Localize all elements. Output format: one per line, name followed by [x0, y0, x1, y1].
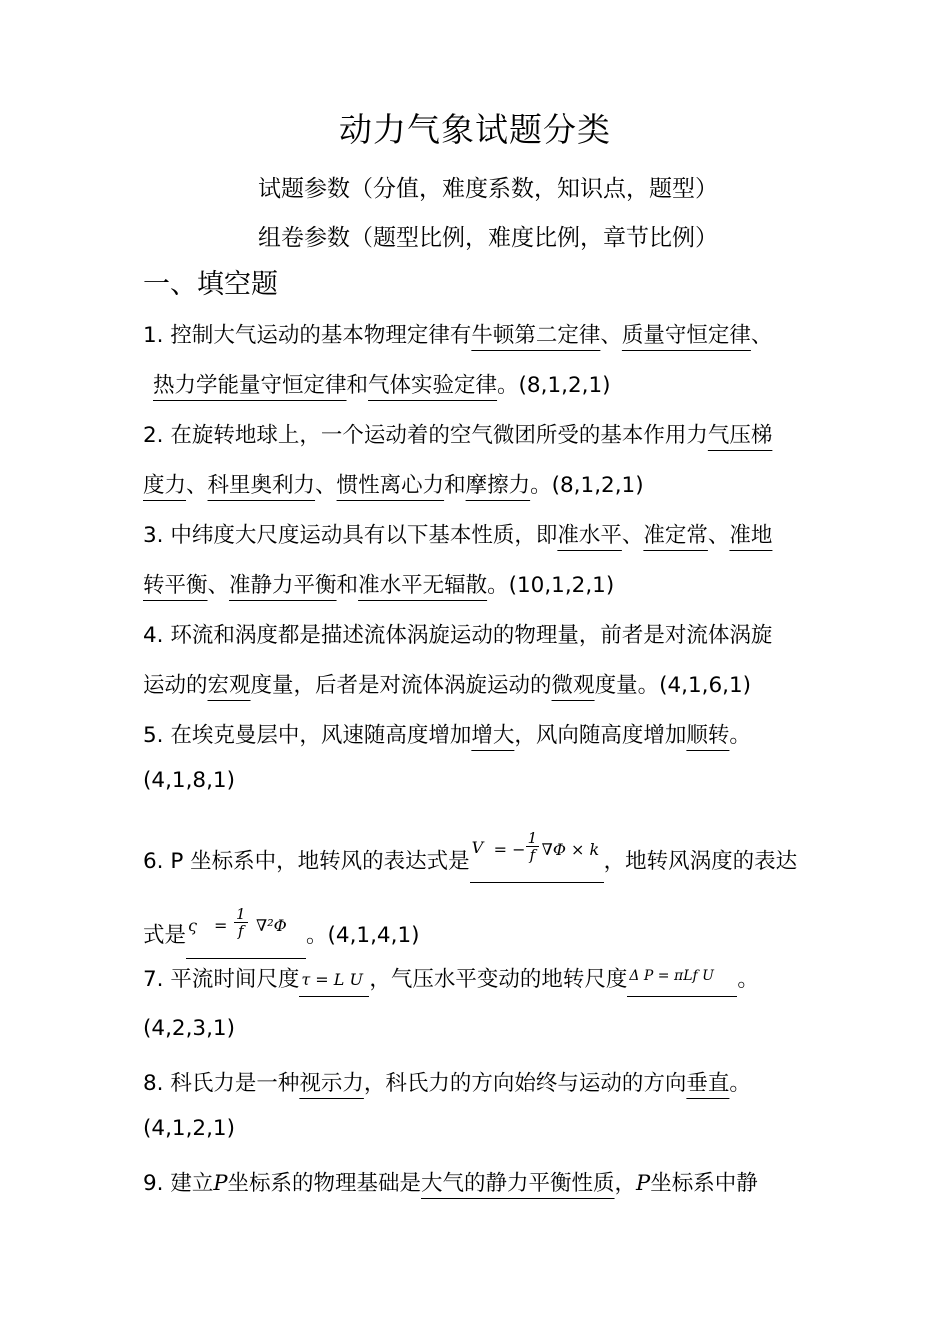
question-5-line-2: (4,1,8,1) — [143, 768, 235, 793]
answer-blank: 度力 — [143, 473, 187, 498]
question-8-line-2: (4,1,2,1) — [143, 1116, 235, 1141]
answer-blank: 准水平无辐散 — [358, 573, 488, 598]
question-5-line-1: 5. 在埃克曼层中，风速随高度增加增大，风向随高度增加顺转。 — [143, 723, 751, 748]
answer-blank: 科里奥利力 — [207, 473, 316, 498]
answer-blank: 气体实验定律 — [368, 373, 498, 398]
answer-blank: 转平衡 — [143, 573, 208, 598]
question-4-line-2: 运动的宏观度量，后者是对流体涡旋运动的微观度量。(4,1,6,1) — [143, 673, 752, 698]
formula-blank: τ = L U — [299, 966, 369, 997]
question-9-line-1: 9. 建立P坐标系的物理基础是大气的静力平衡性质，P坐标系中静 — [143, 1171, 758, 1196]
question-6-line-1: 6. P 坐标系中，地转风的表达式是 V = − $\frac{1}{f}$ ∇Φ × k ，地转风涡度的表达 — [143, 822, 797, 875]
answer-blank: 气压梯 — [707, 423, 773, 448]
answer-blank: 牛顿第二定律 — [471, 323, 601, 348]
formula-blank: V = − $\frac{1}{f}$ ∇Φ × k — [470, 830, 604, 883]
question-1-line-2: 热力学能量守恒定律和气体实验定律。(8,1,2,1) — [153, 373, 611, 398]
answer-blank: 微观 — [551, 673, 595, 698]
answer-blank: 质量守恒定律 — [621, 323, 751, 348]
formula-blank: ς = $\frac{1}{f}$ ∇²Φ — [186, 906, 306, 959]
question-1-line-1: 1. 控制大气运动的基本物理定律有牛顿第二定律、质量守恒定律、 — [143, 323, 773, 348]
section-heading: 一、填空题 — [143, 269, 278, 300]
answer-blank: 准定常 — [643, 523, 708, 548]
answer-blank: 增大 — [471, 723, 515, 748]
question-6-line-2: 式是 ς = $\frac{1}{f}$ ∇²Φ 。(4,1,4,1) — [143, 896, 420, 949]
answer-blank: 视示力 — [299, 1071, 364, 1096]
answer-blank: 准水平 — [557, 523, 622, 548]
question-8-line-1: 8. 科氏力是一种视示力，科氏力的方向始终与运动的方向垂直。 — [143, 1071, 751, 1096]
answer-blank: 宏观 — [207, 673, 251, 698]
question-2-line-2: 度力、科里奥利力、惯性离心力和摩擦力。(8,1,2,1) — [143, 473, 644, 498]
answer-blank: 准地 — [729, 523, 773, 548]
question-3-line-2: 转平衡、准静力平衡和准水平无辐散。(10,1,2,1) — [143, 573, 615, 598]
question-params: 试题参数（分值，难度系数，知识点，题型） — [258, 176, 718, 202]
paper-params: 组卷参数（题型比例，难度比例，章节比例） — [258, 225, 718, 251]
answer-blank: 大气的静力平衡性质 — [421, 1171, 615, 1196]
question-7-line-2: (4,2,3,1) — [143, 1016, 235, 1041]
answer-blank: 准静力平衡 — [229, 573, 337, 598]
page-title: 动力气象试题分类 — [339, 110, 611, 149]
question-2-line-1: 2. 在旋转地球上，一个运动着的空气微团所受的基本作用力气压梯 — [143, 423, 773, 448]
answer-blank: 惯性离心力 — [336, 473, 445, 498]
answer-blank: 垂直 — [686, 1071, 730, 1096]
answer-blank: 摩擦力 — [465, 473, 531, 498]
formula-blank: Δ P = πLf U — [627, 966, 737, 997]
question-4-line-1: 4. 环流和涡度都是描述流体涡旋运动的物理量，前者是对流体涡旋 — [143, 623, 773, 648]
answer-blank: 顺转 — [686, 723, 730, 748]
answer-blank: 热力学能量守恒定律 — [153, 373, 347, 398]
question-3-line-1: 3. 中纬度大尺度运动具有以下基本性质，即准水平、准定常、准地 — [143, 523, 773, 548]
question-7-line-1: 7. 平流时间尺度 τ = L U ，气压水平变动的地转尺度 Δ P = πLf U 。 — [143, 962, 759, 993]
